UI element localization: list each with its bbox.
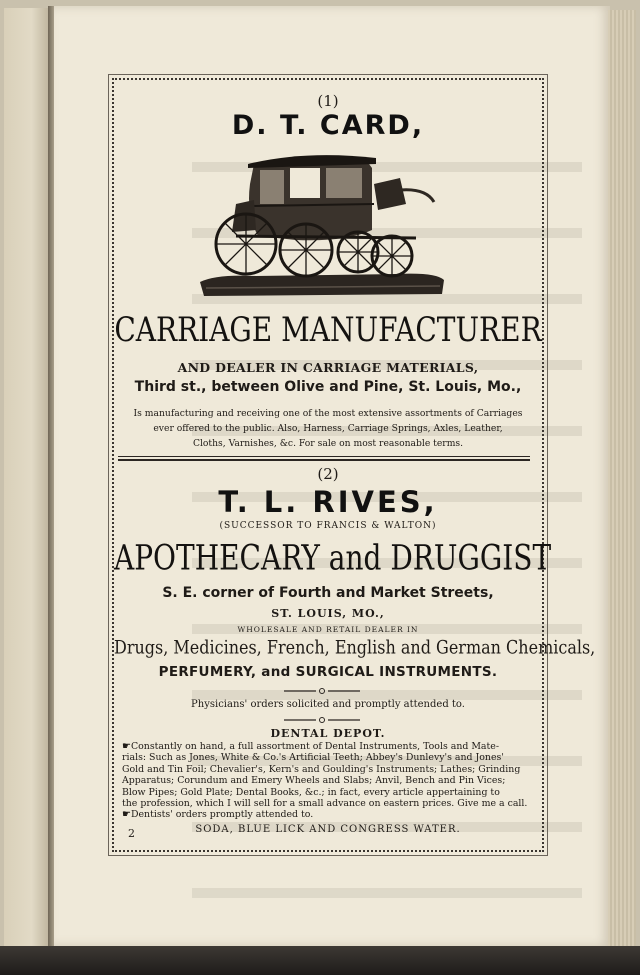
divider-rule bbox=[118, 459, 530, 461]
ad1-description-line: Is manufacturing and receiving one of the most extensive assortments of Carriages bbox=[133, 408, 523, 419]
ad1-description-line: Cloths, Varnishes, &c. For sale on most reasonable terms. bbox=[192, 438, 464, 449]
advertisement-frame bbox=[112, 78, 596, 852]
dental-line: rials: Such as Jones, White & Co.'s Artificial Teeth; Abbey's Dunlevy's and Jones' bbox=[122, 752, 504, 764]
ad2-wholesale: WHOLESALE AND RETAIL DEALER IN bbox=[237, 625, 419, 634]
dental-line: Blow Pipes; Gold Plate; Dental Books, &c.; in fact, every article appertaining to bbox=[122, 786, 500, 798]
ad1-trade: CARRIAGE MANUFACTURER bbox=[114, 310, 542, 350]
ad1-description bbox=[114, 406, 542, 451]
divider-rule bbox=[118, 456, 530, 457]
ornament-divider-icon bbox=[284, 716, 360, 724]
ad2-address: S. E. corner of Fourth and Market Streets, bbox=[162, 585, 494, 601]
ad2-trade: APOTHECARY and DRUGGIST bbox=[114, 537, 552, 579]
ad2-dental-body bbox=[122, 741, 526, 821]
ornament-divider-icon bbox=[284, 687, 360, 695]
carriage-icon bbox=[196, 144, 448, 304]
ad2-goods: Drugs, Medicines, French, English and German Chemicals, bbox=[114, 636, 596, 658]
ad2-city: ST. LOUIS, MO., bbox=[271, 607, 385, 620]
left-page-edge bbox=[4, 8, 50, 946]
page-number: 2 bbox=[128, 827, 135, 840]
pointing-hand-icon: ☛ bbox=[122, 741, 131, 752]
ad2-successor: (SUCCESSOR TO FRANCIS & WALTON) bbox=[219, 521, 437, 531]
pointing-hand-icon: ☛ bbox=[122, 809, 131, 821]
ad1-subheading: AND DEALER IN CARRIAGE MATERIALS, bbox=[177, 360, 479, 375]
ad2-physicians: Physicians' orders solicited and promptly attended to. bbox=[191, 699, 465, 710]
dental-line: the profession, which I will sell for a small advance on eastern prices. Give me a call. bbox=[122, 798, 528, 810]
dental-line: Gold and Tin Foil; Chevalier's, Kern's and Goulding's Instruments; Lathes; Grinding bbox=[122, 763, 521, 775]
ad1-name: D. T. CARD, bbox=[231, 110, 425, 141]
ad2-name: T. L. RIVES, bbox=[218, 485, 438, 519]
advertisement-content bbox=[114, 80, 596, 850]
dental-line: Dentists' orders promptly attended to. bbox=[130, 809, 314, 821]
dental-line: Constantly on hand, a full assortment of Dental Instruments, Tools and Mate- bbox=[130, 741, 500, 752]
ad1-address: Third st., between Olive and Pine, St. Louis, Mo., bbox=[134, 379, 522, 395]
ad2-dental-heading: DENTAL DEPOT. bbox=[270, 727, 386, 740]
page-stack-edge bbox=[608, 10, 636, 946]
ad2-soda: SODA, BLUE LICK AND CONGRESS WATER. bbox=[195, 824, 461, 835]
ad2-number: (2) bbox=[317, 465, 339, 483]
ad1-number: (1) bbox=[317, 92, 339, 110]
ad2-perfumery: PERFUMERY, and SURGICAL INSTRUMENTS. bbox=[158, 664, 498, 680]
scanner-bottom-edge bbox=[0, 946, 640, 975]
dental-line: Apparatus; Corundum and Emery Wheels and Slabs; Anvil, Bench and Pin Vices; bbox=[122, 775, 506, 787]
ad1-description-line: ever offered to the public. Also, Harness, Carriage Springs, Axles, Leather, bbox=[153, 423, 503, 434]
